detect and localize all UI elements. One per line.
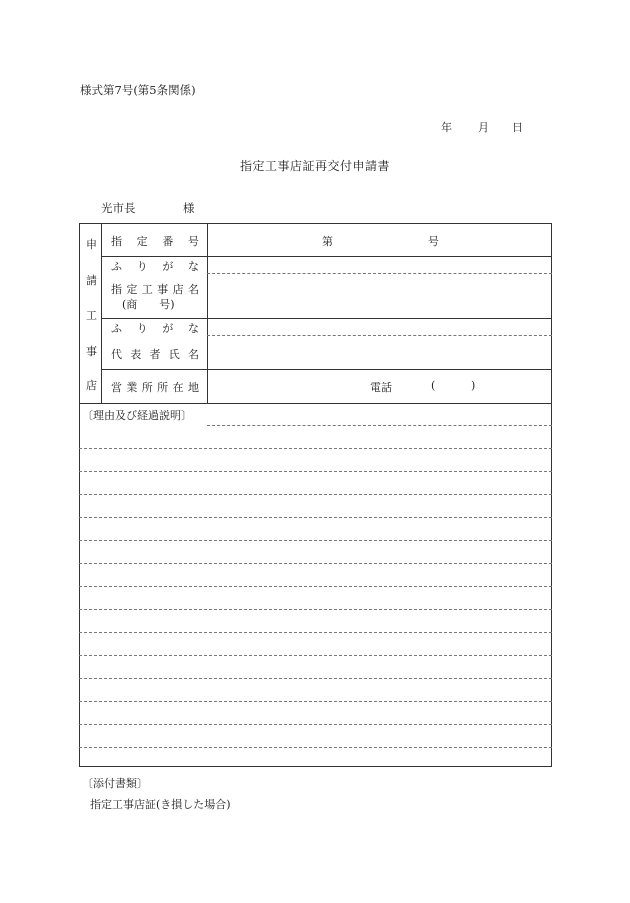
designation-number-prefix: 第 bbox=[322, 235, 333, 248]
reason-line bbox=[79, 655, 552, 656]
phone-paren-close: ) bbox=[471, 379, 476, 392]
reason-line bbox=[79, 494, 552, 495]
row-divider-4 bbox=[79, 403, 552, 404]
reason-line-first bbox=[207, 425, 552, 426]
phone-label: 電話 bbox=[370, 381, 392, 394]
label-shop-trade-name: (商 号) bbox=[122, 298, 175, 311]
reason-line bbox=[79, 747, 552, 748]
attachment-item: 指定工事店証(き損した場合) bbox=[90, 798, 231, 811]
furigana-divider-shop bbox=[207, 273, 552, 274]
date-month-label: 月 bbox=[478, 121, 489, 134]
reason-line bbox=[79, 701, 552, 702]
applicant-label-char-2: 請 bbox=[86, 274, 97, 287]
reason-line bbox=[79, 586, 552, 587]
attachments-heading: 〔添付書類〕 bbox=[82, 777, 148, 790]
reason-line bbox=[79, 471, 552, 472]
reason-line bbox=[79, 609, 552, 610]
row-divider-2 bbox=[101, 318, 552, 319]
label-rep-furigana: ふ り が な bbox=[111, 322, 199, 335]
label-designation-number: 指 定 番 号 bbox=[111, 235, 199, 248]
column-divider-1 bbox=[101, 223, 102, 403]
label-shop-furigana: ふ り が な bbox=[111, 260, 199, 273]
row-divider-1 bbox=[101, 256, 552, 257]
reason-line bbox=[79, 678, 552, 679]
label-office-address: 営 業 所 所 在 地 bbox=[111, 381, 199, 394]
date-day-label: 日 bbox=[512, 121, 523, 134]
furigana-divider-rep bbox=[207, 335, 552, 336]
reason-line bbox=[79, 724, 552, 725]
applicant-label-char-1: 申 bbox=[86, 238, 97, 251]
form-number: 様式第7号(第5条関係) bbox=[80, 83, 196, 97]
column-divider-2 bbox=[207, 223, 208, 403]
applicant-label-char-5: 店 bbox=[86, 379, 97, 392]
addressee bbox=[101, 200, 195, 216]
reason-line bbox=[79, 632, 552, 633]
reason-line bbox=[79, 540, 552, 541]
addressee-name: 光市長 bbox=[101, 201, 136, 215]
document-title: 指定工事店証再交付申請書 bbox=[239, 159, 390, 173]
label-shop-name: 指 定 工 事 店 名 bbox=[111, 283, 199, 296]
reason-line bbox=[79, 448, 552, 449]
reason-label: 〔理由及び経過説明〕 bbox=[82, 409, 192, 422]
row-divider-3 bbox=[101, 369, 552, 370]
reason-line bbox=[79, 563, 552, 564]
designation-number-suffix: 号 bbox=[428, 235, 439, 248]
phone-paren-open: ( bbox=[431, 379, 436, 392]
label-representative: 代 表 者 氏 名 bbox=[111, 348, 199, 361]
reason-line bbox=[79, 517, 552, 518]
date-year-label: 年 bbox=[441, 121, 452, 134]
applicant-label-char-3: 工 bbox=[86, 309, 97, 322]
addressee-honorific: 様 bbox=[183, 201, 195, 215]
applicant-label-char-4: 事 bbox=[86, 345, 97, 358]
